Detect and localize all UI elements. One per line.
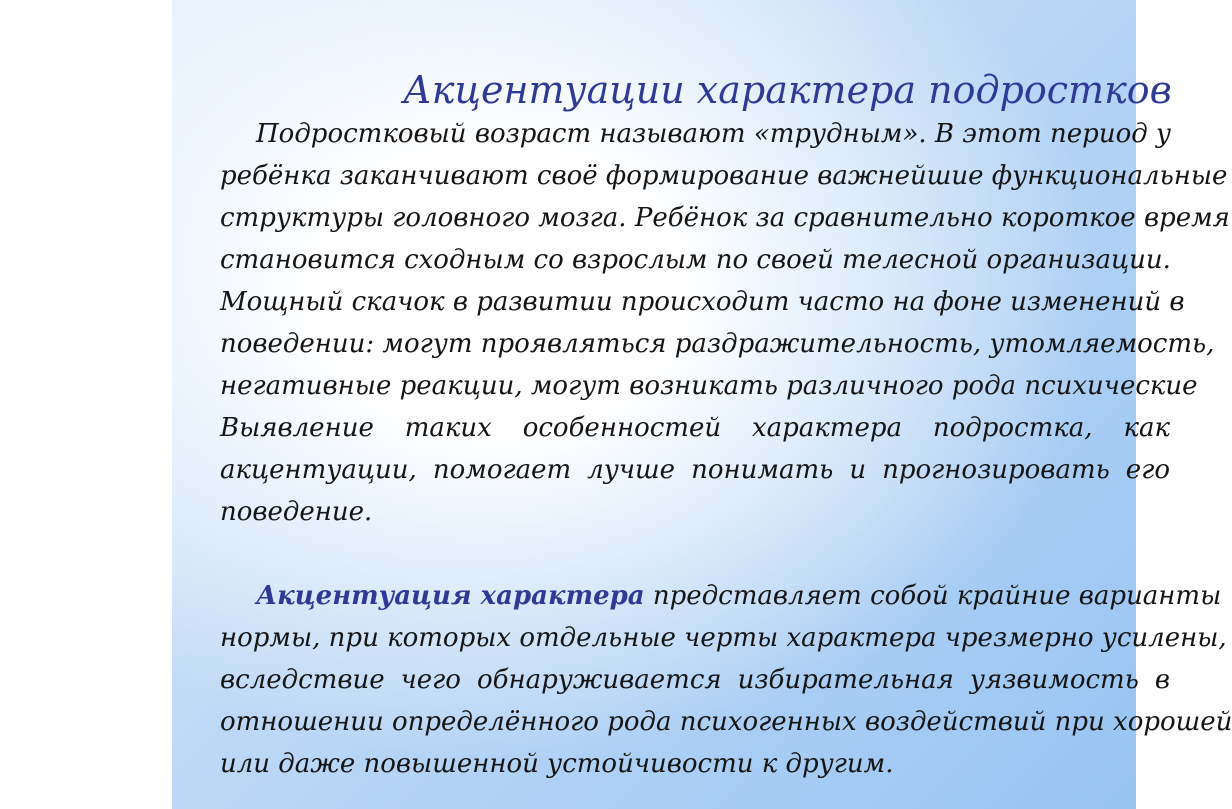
text-line: вследствие чего обнаруживается избирательная уязвимость в	[220, 665, 1170, 695]
text-line: поведение.	[220, 497, 373, 527]
text-line: Выявление таких особенностей характера подростка, как	[220, 413, 1170, 443]
text-line: ребёнка заканчивают своё формирование важнейшие функциональные	[220, 161, 1228, 191]
text-line: структуры головного мозга. Ребёнок за сравнительно короткое время	[220, 203, 1230, 233]
text-line: негативные реакции, могут возникать различного рода психические	[220, 371, 1198, 401]
text-line: становится сходным со взрослым по своей телесной организации.	[220, 245, 1171, 275]
text-line	[220, 580, 1222, 612]
text-line: нормы, при которых отдельные черты характера чрезмерно усилены,	[220, 623, 1227, 653]
text-line: Мощный скачок в развитии происходит часто на фоне изменений в	[220, 287, 1185, 317]
text-fragment: представляет собой крайние варианты	[644, 581, 1222, 611]
text-line: акцентуации, помогает лучше понимать и прогнозировать его	[220, 455, 1170, 485]
slide-title: Акцентуации характера подростков	[403, 68, 1172, 112]
slide	[172, 0, 1232, 809]
text-line: поведении: могут проявляться раздражительность, утомляемость,	[220, 329, 1215, 359]
term-highlight: Акцентуация характера	[256, 581, 645, 611]
text-line: или даже повышенной устойчивости к другим.	[220, 749, 894, 779]
text-line: отношении определённого рода психогенных воздействий при хорошей	[220, 707, 1232, 737]
text-line: Подростковый возраст называют «трудным». В этот период у	[256, 119, 1172, 149]
